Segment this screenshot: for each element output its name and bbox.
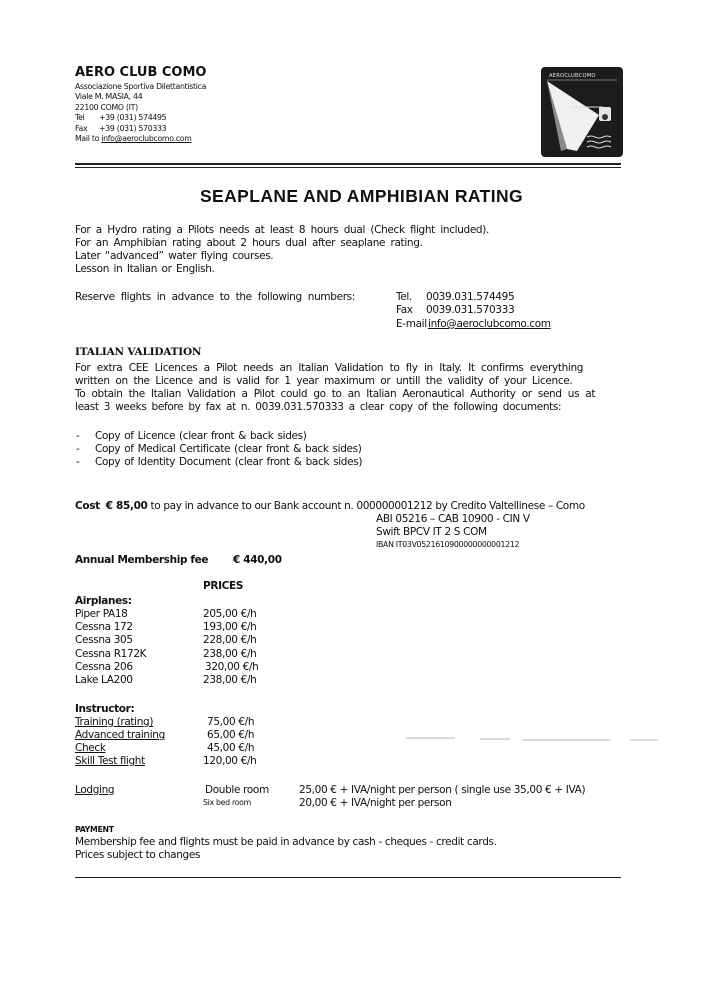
bank-iban-line: IBAN IT03V0521610900000000001212 (376, 540, 520, 549)
airplanes-heading: Airplanes: (75, 595, 132, 607)
header-tel-value: +39 (031) 574495 (99, 113, 167, 123)
header-fax-value: +39 (031) 570333 (99, 123, 167, 133)
validation-heading: ITALIAN VALIDATION (75, 346, 202, 358)
aero-club-logo (541, 67, 623, 157)
validation-line: For extra CEE Licences a Pilot needs an Italian Validation to fly in Italy. It confirms everything (75, 362, 584, 374)
cost-line (75, 500, 585, 513)
header-mail-row (75, 134, 206, 144)
airplane-price: 228,00 €/h (203, 634, 257, 646)
header-fax-label: Fax (75, 123, 88, 133)
club-contact-block (75, 82, 206, 144)
reserve-fax-label: Fax (396, 304, 413, 316)
airplane-name: Lake LA200 (75, 674, 133, 686)
scan-artifact-marks (340, 735, 660, 743)
header-mail-label: Mail to (75, 134, 100, 144)
instructor-price: 120,00 €/h (203, 755, 257, 767)
airplane-name: Cessna 172 (75, 621, 133, 633)
airplane-price: 320,00 €/h (205, 661, 259, 673)
association-line: Associazione Sportiva Dilettantistica (75, 82, 207, 91)
club-name: AERO CLUB COMO (75, 65, 207, 80)
header-rule-bottom (75, 167, 621, 168)
reserve-text: Reserve flights in advance to the following numbers: (75, 291, 355, 303)
instructor-item[interactable]: Skill Test flight (75, 755, 145, 767)
document-item: Copy of Medical Certificate (clear front & back sides) (95, 443, 362, 455)
page-title: SEAPLANE AND AMPHIBIAN RATING (199, 186, 524, 206)
prices-heading: PRICES (203, 580, 244, 592)
instructor-item[interactable]: Training (rating) (75, 716, 154, 728)
address-line-2: 22100 COMO (IT) (75, 102, 138, 112)
instructor-price: 75,00 €/h (207, 716, 255, 728)
document-item: Copy of Licence (clear front & back sides) (95, 430, 307, 442)
payment-line: Membership fee and flights must be paid in advance by cash - cheques - credit cards. (75, 836, 497, 848)
logo-text: AEROCLUBCOMO (549, 73, 596, 79)
reserve-tel-value: 0039.031.574495 (426, 291, 515, 303)
instructor-price: 45,00 €/h (207, 742, 255, 754)
bank-swift-line: Swift BPCV IT 2 S COM (376, 526, 487, 538)
cost-text: to pay in advance to our Bank account n. 000000001212 by Credito Valtellinese – Como (150, 500, 585, 512)
address-line-1: Viale M. MASIA, 44 (75, 92, 143, 102)
logo-wing-graphic (541, 67, 623, 157)
document-item: Copy of Identity Document (clear front & back sides) (95, 456, 363, 468)
bank-abi-line: ABI 05216 – CAB 10900 - CIN V (376, 513, 530, 525)
header-tel-row (75, 113, 206, 123)
airplane-price: 238,00 €/h (203, 648, 257, 660)
lodging-label[interactable]: Lodging (75, 784, 115, 796)
instructor-heading: Instructor: (75, 703, 135, 715)
reserve-tel-label: Tel. (396, 291, 412, 303)
room-type: Double room (205, 784, 269, 796)
document-bullet: - (76, 443, 80, 455)
instructor-item[interactable]: Advanced training (75, 729, 165, 741)
reserve-fax-value: 0039.031.570333 (426, 304, 515, 316)
header-fax-row (75, 124, 206, 134)
airplane-name: Cessna 305 (75, 634, 133, 646)
intro-line: Later “advanced” water flying courses. (75, 250, 274, 262)
header-mail-link[interactable]: info@aeroclubcomo.com (101, 134, 192, 144)
footer-rule (75, 877, 621, 878)
membership-amount: € 440,00 (233, 554, 282, 566)
airplane-price: 205,00 €/h (203, 608, 257, 620)
cost-amount: € 85,00 (105, 500, 148, 512)
reserve-email-link[interactable]: info@aeroclubcomo.com (428, 318, 551, 330)
room-price: 25,00 € + IVA/night per person ( single use 35,00 € + IVA) (299, 784, 586, 796)
payment-line: Prices subject to changes (75, 849, 201, 861)
airplane-price: 193,00 €/h (203, 621, 257, 633)
intro-line: For a Hydro rating a Pilots needs at least 8 hours dual (Check flight included). (75, 224, 489, 236)
room-type: Six bed room (203, 798, 251, 807)
validation-line: written on the Licence and is valid for 1 year maximum or untill the validity of your Licence. (75, 375, 573, 387)
room-price: 20,00 € + IVA/night per person (299, 797, 452, 809)
instructor-item[interactable]: Check (75, 742, 106, 754)
instructor-price: 65,00 €/h (207, 729, 255, 741)
payment-heading: PAYMENT (75, 825, 114, 834)
document-bullet: - (76, 456, 80, 468)
validation-line: To obtain the Italian Validation a Pilot could go to an Italian Aeronautical Authority or send us at (75, 388, 596, 400)
airplane-name: Cessna R172K (75, 648, 147, 660)
airplane-name: Cessna 206 (75, 661, 133, 673)
cost-label: Cost (75, 500, 100, 512)
reserve-email-label: E-mail (396, 318, 427, 330)
document-bullet: - (76, 430, 80, 442)
intro-line: For an Amphibian rating about 2 hours dual after seaplane rating. (75, 237, 423, 249)
membership-label: Annual Membership fee (75, 554, 209, 566)
validation-line: least 3 weeks before by fax at n. 0039.031.570333 a clear copy of the following documents: (75, 401, 562, 413)
airplane-price: 238,00 €/h (203, 674, 257, 686)
header-rule-top (75, 163, 621, 165)
airplane-name: Piper PA18 (75, 608, 128, 620)
header-tel-label: Tel (75, 113, 85, 123)
intro-line: Lesson in Italian or English. (75, 263, 215, 275)
